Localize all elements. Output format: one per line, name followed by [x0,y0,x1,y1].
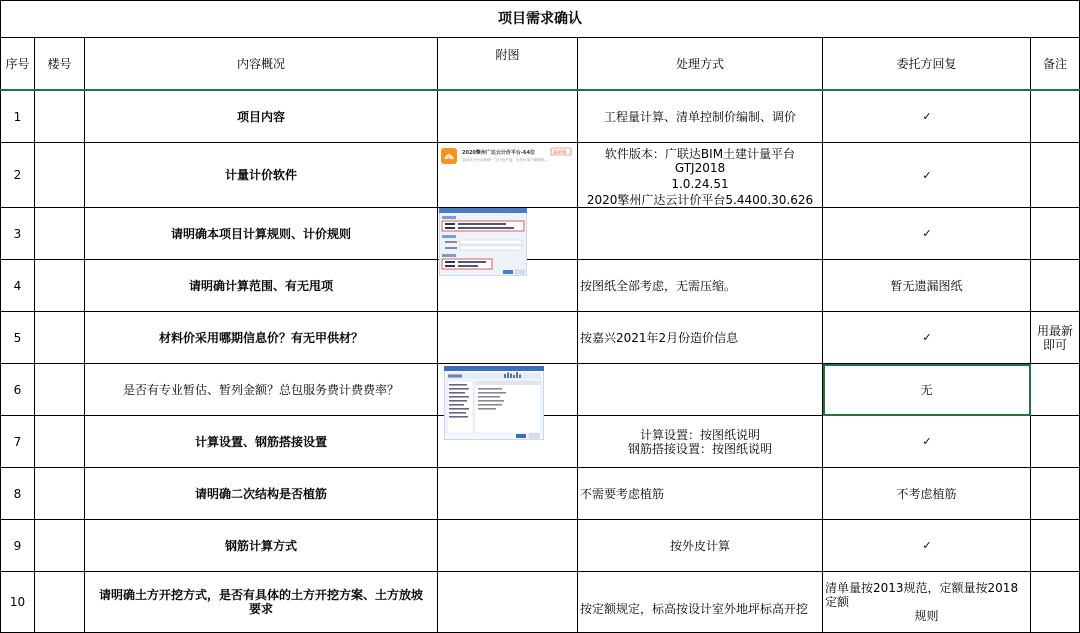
cell-content[interactable]: 钢筋计算方式 [85,520,438,572]
cell-remark[interactable] [1031,364,1080,416]
table-row [1,143,1080,208]
header-reply[interactable]: 委托方回复 [823,38,1031,91]
header-building[interactable]: 楼号 [35,38,85,91]
cell-reply[interactable] [823,208,1031,260]
software-screenshot-image [440,146,574,168]
method-line: 1.0.24.51 [671,177,729,191]
check-mark: ✓ [922,168,931,182]
check-mark: ✓ [922,227,931,240]
cell-method[interactable] [578,364,823,416]
remark-line: 即可 [1043,337,1068,352]
rule-settings-screenshot-image [439,208,527,276]
cell-no[interactable]: 8 [1,468,35,520]
cell-content[interactable]: 请明确二次结构是否植筋 [85,468,438,520]
cell-attachment[interactable] [438,364,578,416]
table-row [1,90,1080,143]
cell-building[interactable] [35,260,85,312]
cell-attachment[interactable] [438,143,578,208]
cell-building[interactable] [35,364,85,416]
cell-method[interactable]: 工程量计算、清单控制价编制、调价 [578,90,823,143]
fee-settings-screenshot-image [444,366,544,440]
cell-attachment[interactable] [438,468,578,520]
cell-remark[interactable] [1031,468,1080,520]
cell-building[interactable] [35,143,85,208]
table-row [1,312,1080,364]
check-mark: ✓ [922,331,931,344]
header-content[interactable]: 内容概况 [85,38,438,91]
cell-content[interactable]: 计量计价软件 [85,143,438,208]
cell-building[interactable] [35,468,85,520]
table-row [1,364,1080,416]
table-row [1,468,1080,520]
table-title: 项目需求确认 [1,1,1080,38]
reply-line: 规则 [914,609,939,623]
thumb-sub: 双向计平台全面统一主计价产品，为计价用户精细化... [462,158,549,162]
cell-reply[interactable] [823,143,1031,208]
cell-attachment[interactable] [438,208,578,260]
cell-no[interactable]: 5 [1,312,35,364]
cell-attachment[interactable] [438,312,578,364]
header-remark[interactable]: 备注 [1031,38,1080,91]
cell-no[interactable]: 9 [1,520,35,572]
cell-method[interactable]: 按图纸全部考虑，无需压缩。 [578,260,823,312]
cell-building[interactable] [35,416,85,468]
cell-no[interactable]: 2 [1,143,35,208]
cell-reply[interactable] [823,90,1031,143]
cell-remark[interactable] [1031,312,1080,364]
cell-method[interactable] [578,208,823,260]
cell-no[interactable]: 10 [1,572,35,633]
cell-no[interactable]: 1 [1,90,35,143]
cell-remark[interactable] [1031,520,1080,572]
cell-building[interactable] [35,208,85,260]
cell-method[interactable]: 按定额规定，标高按设计室外地坪标高开挖 [578,572,823,633]
thumb-badge: 最新版 [553,150,567,156]
cell-reply[interactable] [823,416,1031,468]
cell-content[interactable]: 是否有专业暂估、暂列金额？总包服务费计费费率？ [85,364,438,416]
content-line: 要求 [248,602,273,616]
reply-line: 清单量按2013规范，定额量按2018定额 [825,581,1019,609]
cell-no[interactable]: 4 [1,260,35,312]
header-no[interactable]: 序号 [1,38,35,91]
cell-attachment[interactable] [438,90,578,143]
header-method[interactable]: 处理方式 [578,38,823,91]
cell-method[interactable] [578,143,823,208]
content-line: 请明确土方开挖方式，是否有具体的土方开挖方案、土方放坡 [98,588,423,602]
cell-no[interactable]: 7 [1,416,35,468]
cell-content[interactable]: 请明确本项目计算规则、计价规则 [85,208,438,260]
check-mark: ✓ [922,110,931,123]
cell-remark[interactable] [1031,143,1080,208]
cell-method[interactable]: 不需要考虑植筋 [578,468,823,520]
cell-building[interactable] [35,520,85,572]
method-line: 计算设置：按图纸说明 [639,427,760,442]
cell-content[interactable]: 项目内容 [85,90,438,143]
table-row [1,208,1080,260]
method-line: 软件版本：广联达BIM土建计量平台 GTJ2018 [604,147,796,175]
check-mark: ✓ [922,435,931,448]
table-row [1,520,1080,572]
cell-attachment[interactable] [438,520,578,572]
cell-reply[interactable] [823,520,1031,572]
cell-no[interactable]: 3 [1,208,35,260]
cell-content[interactable]: 材料价采用哪期信息价？有无甲供材？ [85,312,438,364]
thumb-title: 2020擎州广达云计价平台-64位 [462,150,535,156]
cell-method[interactable]: 按外皮计算 [578,520,823,572]
method-line: 2020擎州广达云计价平台5.4400.30.626 [586,193,814,207]
header-attachment[interactable]: 附图 [438,38,578,91]
method-line: 钢筋搭接设置：按图纸说明 [627,441,772,456]
remark-line: 用最新 [1037,323,1074,338]
cell-building[interactable] [35,90,85,143]
cell-content[interactable]: 计算设置、钢筋搭接设置 [85,416,438,468]
cell-reply[interactable]: 暂无遗漏图纸 [823,260,1031,312]
cell-method[interactable] [578,416,823,468]
cell-remark[interactable] [1031,260,1080,312]
cell-method[interactable]: 按嘉兴2021年2月份造价信息 [578,312,823,364]
cell-reply-selected[interactable]: 无 [823,364,1031,416]
table-row [1,260,1080,312]
cell-remark[interactable] [1031,90,1080,143]
cell-building[interactable] [35,312,85,364]
cell-reply[interactable] [823,312,1031,364]
cell-content[interactable]: 请明确计算范围、有无甩项 [85,260,438,312]
cell-reply[interactable]: 不考虑植筋 [823,468,1031,520]
cell-remark[interactable] [1031,208,1080,260]
cell-no[interactable]: 6 [1,364,35,416]
cell-remark[interactable] [1031,416,1080,468]
check-mark: ✓ [922,539,931,552]
